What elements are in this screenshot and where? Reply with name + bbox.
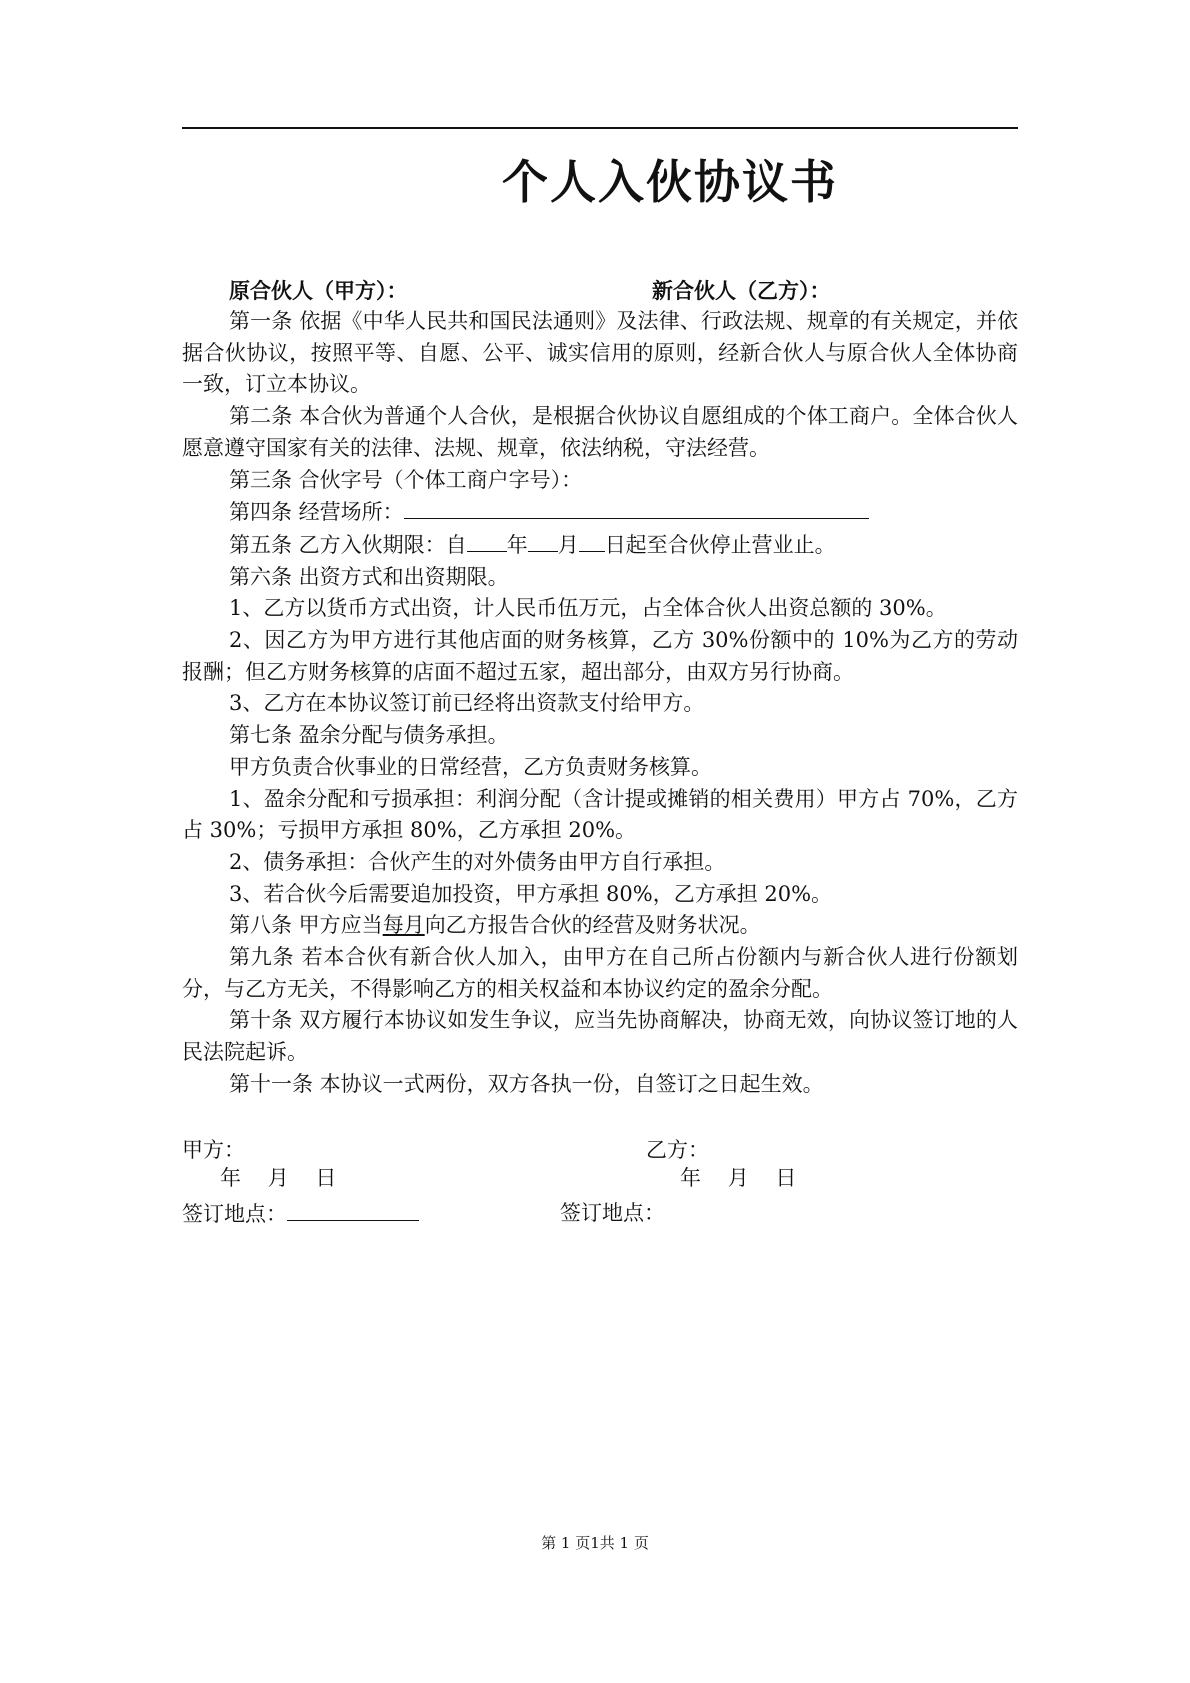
document-title: 个人入伙协议书 [502,155,838,209]
page-footer: 第 1 页1共 1 页 [541,1534,649,1552]
article-10: 第十条 双方履行本协议如发生争议，应当先协商解决，协商无效，向协议签订地的人民法院起诉。 [182,1008,1018,1065]
article-4 [182,496,1018,529]
agreement-body [182,306,1018,1101]
party-b-heading: 新合伙人（乙方）： [652,279,831,303]
article-9: 第九条 若本合伙有新合伙人加入，由甲方在自己所占份额内与新合伙人进行份额划分，与乙方无关，不得影响乙方的相关权益和本协议约定的盈余分配。 [182,945,1018,1001]
article-11: 第十一条 本协议一式两份，双方各执一份，自签订之日起生效。 [229,1071,824,1096]
article-7: 第七条 盈余分配与债务承担。 [229,723,509,748]
article-8 [182,910,1018,942]
article-6-item-3: 3、乙方在本协议签订前已经将出资款支付给甲方。 [229,691,705,716]
header-rule [182,127,1018,129]
article-3: 第三条 合伙字号（个体工商户字号）： [229,467,583,492]
article-8-prefix: 第八条 甲方应当 [229,913,383,938]
article-2: 第二条 本合伙为普通个人合伙，是根据合伙协议自愿组成的个体工商户。全体合伙人愿意遵守国家有关的法律、法规、规章，依法纳税，守法经营。 [182,404,1018,460]
signing-place-blank[interactable] [287,1198,419,1221]
article-6-item-2: 2、因乙方为甲方进行其他店面的财务核算，乙方 30%份额中的 10%为乙方的劳动报酬；但乙方财务核算的店面不超过五家，超出部分，由双方另行协商。 [182,628,1018,684]
article-7-item-1: 1、盈余分配和亏损承担：利润分配（含计提或摊销的相关费用）甲方占 70%，乙方占 30%；亏损甲方承担 80%，乙方承担 20%。 [182,786,1018,843]
business-address-blank[interactable] [404,496,869,519]
article-8-emphasis: 每月 [382,913,425,938]
article-5-suffix: 日起至合伙停止营业止。 [604,532,836,557]
party-a-heading: 原合伙人（甲方）： [229,279,408,303]
day-blank[interactable] [579,529,605,552]
party-a-place [182,1198,419,1229]
article-1: 第一条 依据《中华人民共和国民法通则》及法律、行政法规、规章的有关规定，并依据合伙协议，按照平等、自愿、公平、诚实信用的原则，经新合伙人与原合伙人全体协商一致，订立本协议。 [182,309,1018,397]
party-a-date: 年 月 日 [220,1166,337,1190]
year-blank[interactable] [467,529,507,552]
month-blank[interactable] [528,529,558,552]
article-5-year: 年 [506,532,528,557]
article-7-intro: 甲方负责合伙事业的日常经营，乙方负责财务核算。 [229,754,712,779]
article-6: 第六条 出资方式和出资期限。 [229,564,509,589]
article-5-prefix: 第五条 乙方入伙期限：自 [229,532,467,557]
article-7-item-2: 2、债务承担：合伙产生的对外债务由甲方自行承担。 [229,849,726,874]
party-b-signature-label: 乙方： [646,1138,709,1162]
article-5-month: 月 [557,532,579,557]
party-a-place-label: 签订地点： [182,1202,287,1226]
article-6-item-1: 1、乙方以货币方式出资，计人民币伍万元，占全体合伙人出资总额的 30%。 [229,596,947,621]
article-4-text: 第四条 经营场所： [229,500,404,525]
party-a-signature-label: 甲方： [182,1138,245,1162]
party-b-date: 年 月 日 [680,1166,797,1190]
party-b-place-label: 签订地点： [560,1201,665,1225]
article-7-item-3: 3、若合伙今后需要追加投资，甲方承担 80%，乙方承担 20%。 [229,881,833,906]
article-5 [182,529,1018,562]
article-8-suffix: 向乙方报告合伙的经营及财务状况。 [424,913,761,938]
